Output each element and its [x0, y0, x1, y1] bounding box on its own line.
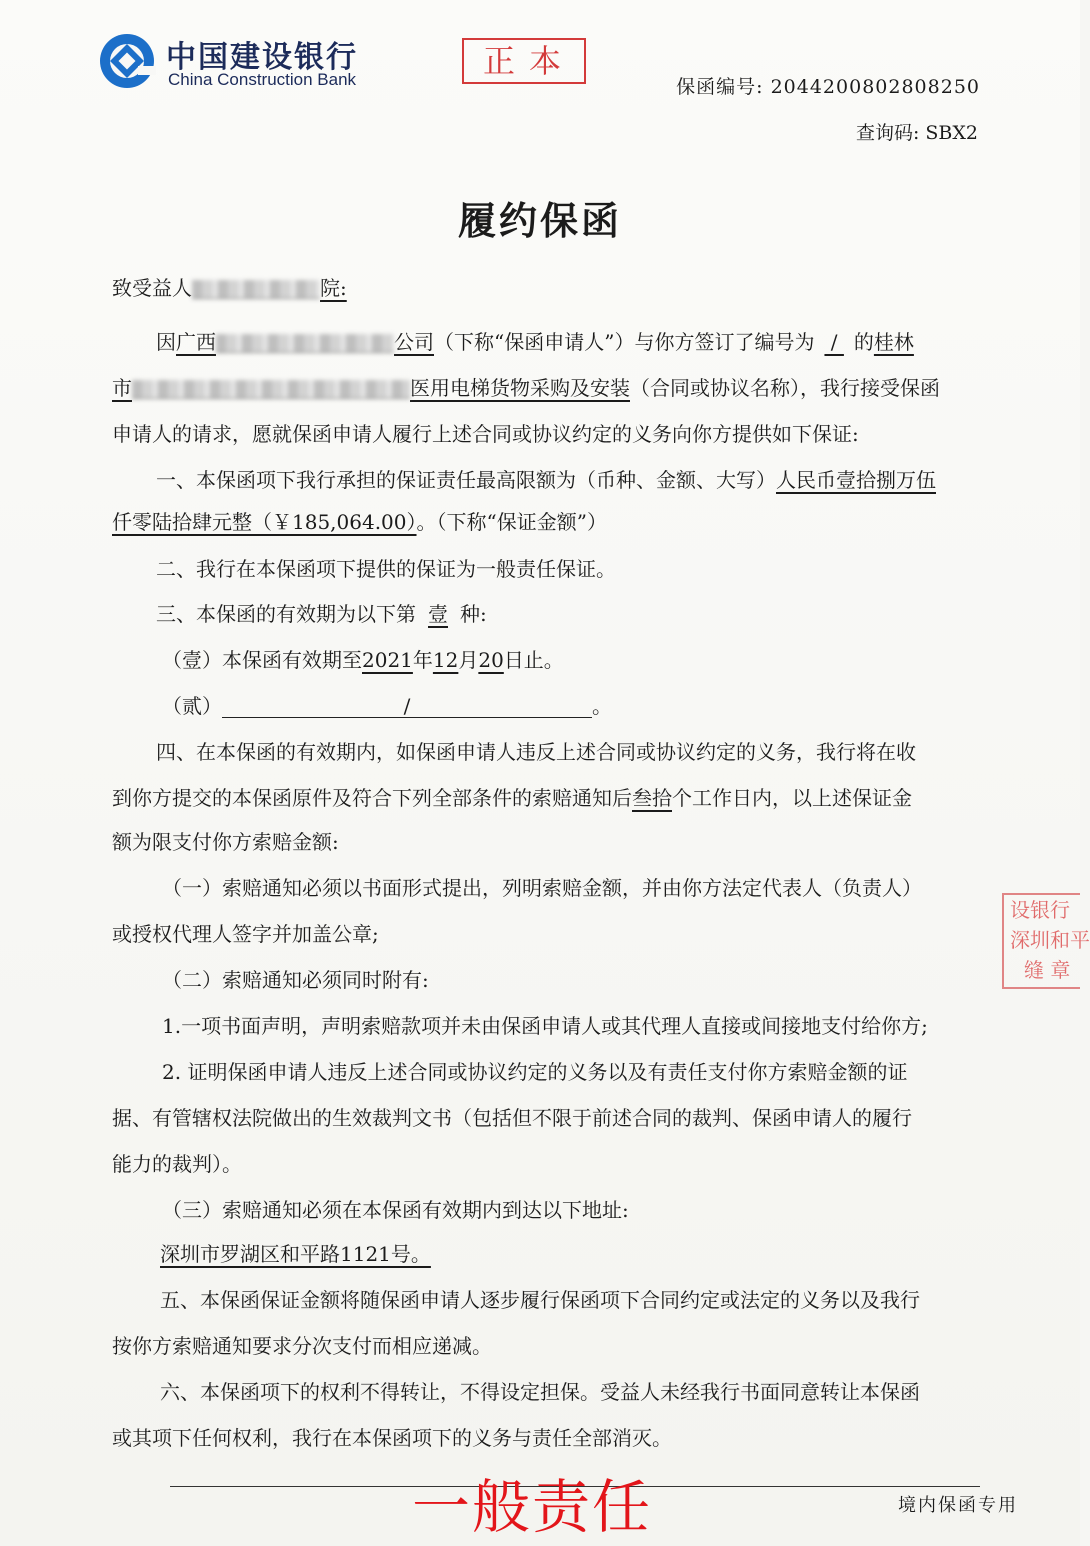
- clause4-2-item2-line2: 据、有管辖权法院做出的生效裁判文书（包括但不限于前述合同的裁判、保函申请人的履行: [112, 1106, 912, 1130]
- expiry-day: 20: [478, 648, 504, 672]
- redacted-applicant: [216, 334, 394, 353]
- applicant-end: 公司: [394, 330, 434, 354]
- text: 一、本保函项下我行承担的保证责任最高限额为（币种、金额、大写）: [156, 468, 776, 492]
- perforation-seal: [1002, 893, 1090, 989]
- clause1-line2: [112, 508, 980, 536]
- clause6-line2: 或其项下任何权利，我行在本保函项下的义务与责任全部消灭。: [112, 1426, 672, 1450]
- para1-line2: [112, 374, 980, 402]
- salutation: [112, 274, 980, 302]
- text: 。（下称“保证金额”）: [416, 510, 607, 534]
- clause3-option2: [112, 692, 980, 720]
- text: 年: [412, 648, 433, 672]
- text: 三、本保函的有效期为以下第: [156, 602, 416, 626]
- text: 市: [112, 376, 132, 400]
- clause5-line1: 五、本保函保证金额将随保函申请人逐步履行保函项下合同约定或法定的义务以及我行: [160, 1288, 920, 1312]
- text: （下称“保函申请人”）与你方签订了编号为: [434, 330, 815, 354]
- ccb-logo-icon: [98, 32, 156, 90]
- salutation-prefix: 致受益人: [112, 276, 192, 300]
- seal-line2: 深圳和平: [1010, 928, 1090, 952]
- text: （贰）: [162, 694, 222, 718]
- expiry-year: 2021: [362, 648, 413, 672]
- applicant-start: 广西: [176, 330, 216, 354]
- bank-name-en: China Construction Bank: [168, 70, 357, 89]
- text: 到你方提交的本保函原件及符合下列全部条件的索赔通知后: [112, 786, 632, 810]
- amount-words-part1: 人民币壹拾捌万伍: [776, 468, 936, 492]
- clause3-option1: [112, 646, 980, 674]
- text: 的: [853, 330, 874, 354]
- clause3: [112, 600, 980, 628]
- clause4-2: （二）索赔通知必须同时附有:: [162, 968, 429, 992]
- redacted-contract-name: [132, 380, 410, 399]
- clause4-1-line2: 或授权代理人签字并加盖公章;: [112, 922, 379, 946]
- contract-name: 医用电梯货物采购及安装: [410, 376, 630, 400]
- text: 因: [156, 330, 176, 354]
- text: 个工作日内，以上述保证金: [672, 786, 912, 810]
- bank-name-cn: 中国建设银行: [166, 40, 358, 75]
- guarantee-number: 保函编号: 2044200802808250: [676, 76, 980, 98]
- document-title: 履约保函: [457, 198, 622, 243]
- clause5-line2: 按你方索赔通知要求分次支付而相应递减。: [112, 1334, 492, 1358]
- clause4-line1: 四、在本保函的有效期内，如保函申请人违反上述合同或协议约定的义务，我行将在收: [156, 740, 916, 764]
- text: （合同或协议名称），我行接受保函: [630, 376, 940, 400]
- contract-city: 桂林: [873, 330, 914, 354]
- payment-days: 叁拾: [632, 786, 672, 810]
- clause4-2-item1: 1.一项书面声明，声明索赔款项并未由保函申请人或其代理人直接或间接地支付给你方;: [162, 1014, 928, 1038]
- option2-blank: /: [222, 695, 592, 718]
- clause2: 二、我行在本保函项下提供的保证为一般责任保证。: [156, 557, 616, 581]
- general-liability-watermark: 一般责任: [412, 1473, 653, 1541]
- text: 。: [592, 694, 612, 718]
- clause4-line2: [112, 784, 980, 812]
- validity-choice: 壹: [428, 602, 448, 626]
- seal-line1: 设银行: [1010, 898, 1070, 922]
- para1-line3: 申请人的请求，愿就保函申请人履行上述合同或协议约定的义务向你方提供如下保证:: [112, 422, 859, 446]
- ccb-logo: [98, 30, 408, 100]
- address-text: 深圳市罗湖区和平路1121号。: [160, 1242, 431, 1266]
- salutation-suffix: 院:: [320, 276, 347, 300]
- clause4-line3: 额为限支付你方索赔金额:: [112, 830, 339, 854]
- text: （壹）本保函有效期至: [162, 648, 362, 672]
- clause1-line1: [112, 466, 980, 494]
- text: 月: [458, 648, 479, 672]
- clause4-1-line1: （一）索赔通知必须以书面形式提出，列明索赔金额，并由你方法定代表人（负责人）: [162, 876, 922, 900]
- clause4-3: （三）索赔通知必须在本保函有效期内到达以下地址:: [162, 1198, 629, 1222]
- claim-address: [112, 1240, 980, 1268]
- expiry-month: 12: [432, 648, 459, 672]
- text: 日止。: [503, 648, 564, 672]
- redacted-beneficiary: [192, 280, 320, 299]
- query-code: 查询码: SBX2: [855, 122, 978, 144]
- contract-number: /: [824, 330, 844, 354]
- footer-note: 境内保函专用: [898, 1495, 1018, 1516]
- original-copy-stamp: 正本: [462, 38, 586, 84]
- clause4-2-item2-line3: 能力的裁判）。: [112, 1152, 242, 1176]
- amount-words-part2: 仟零陆拾肆元整（￥185,064.00）: [112, 510, 417, 534]
- text: 种:: [460, 602, 487, 626]
- clause6-line1: 六、本保函项下的权利不得转让，不得设定担保。受益人未经我行书面同意转让本保函: [160, 1380, 920, 1404]
- clause4-2-item2-line1: 2. 证明保函申请人违反上述合同或协议约定的义务以及有责任支付你方索赔金额的证: [162, 1060, 908, 1084]
- seal-line3: 缝 章: [1024, 958, 1071, 982]
- para1-line1: [112, 328, 980, 356]
